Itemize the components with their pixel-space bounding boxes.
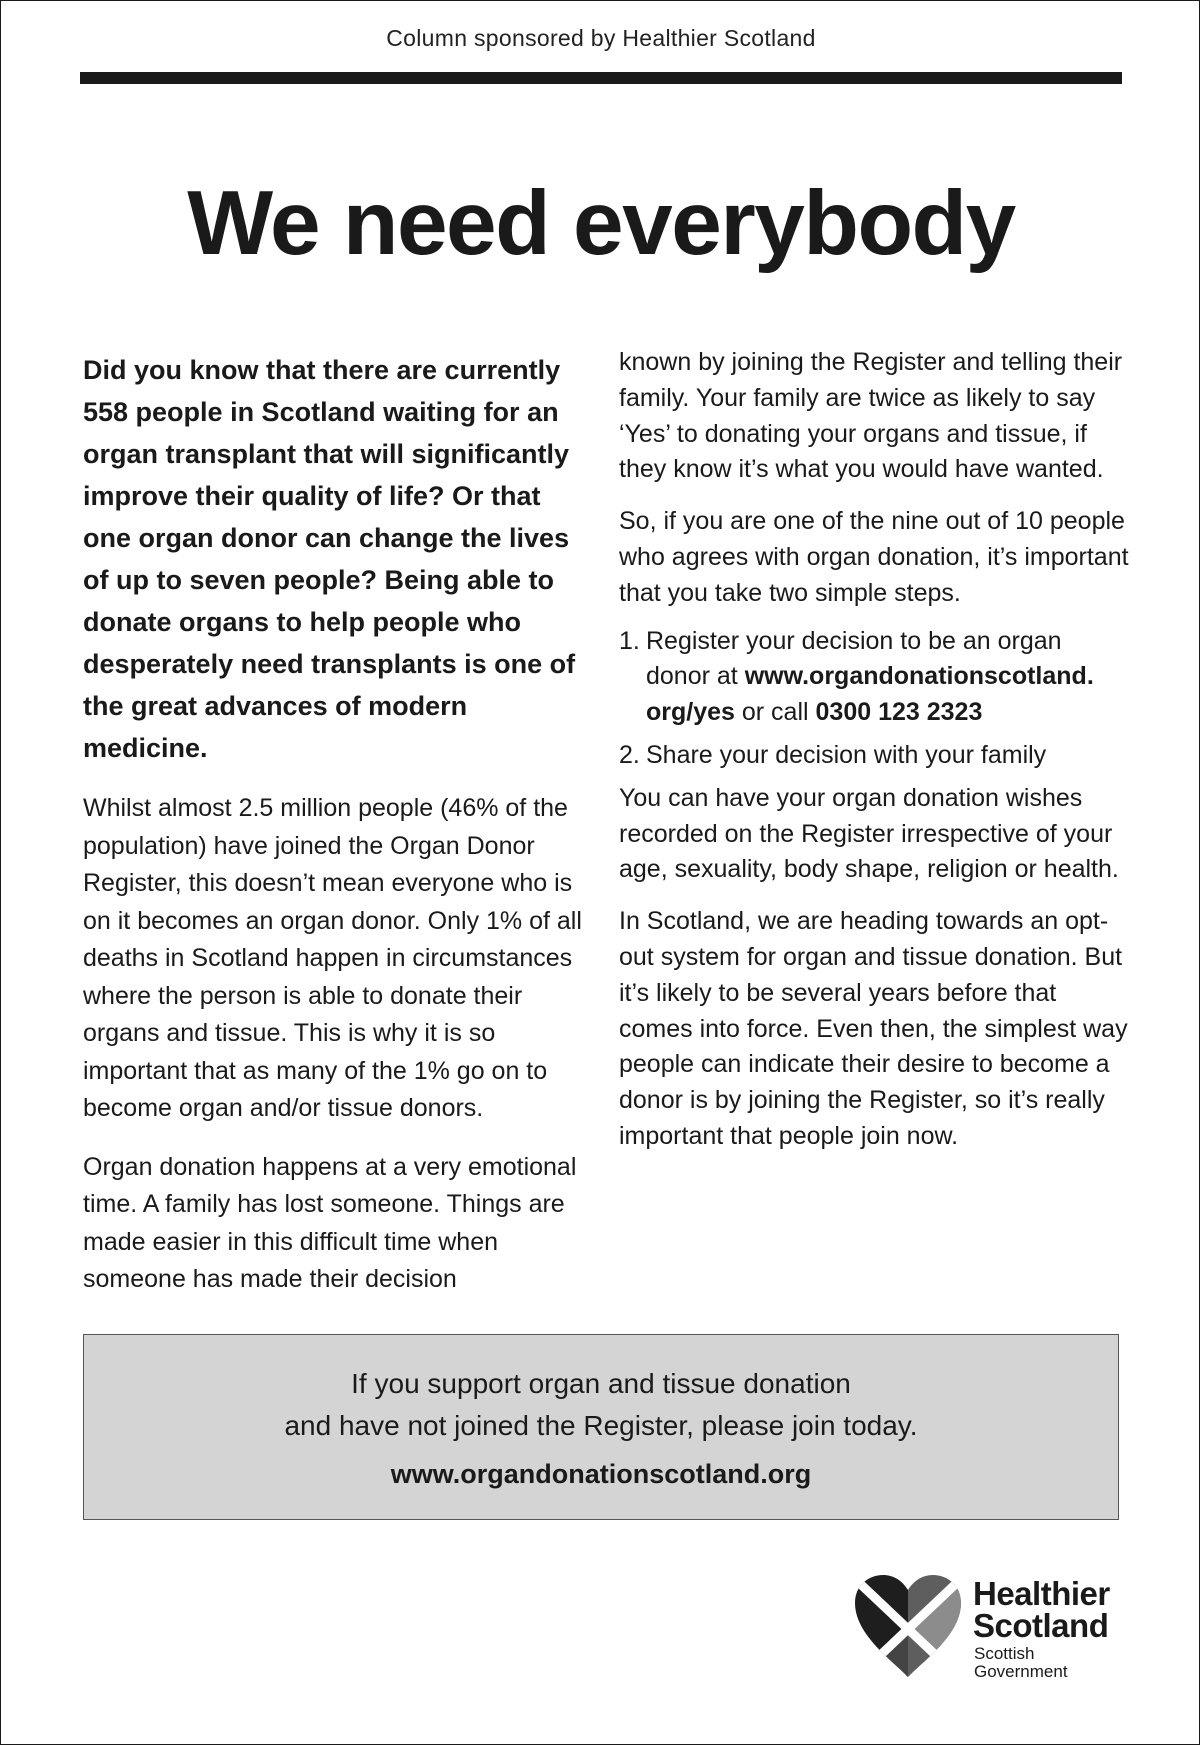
logo-sub-line-1: Scottish <box>974 1644 1035 1663</box>
left-column <box>83 349 593 1299</box>
step-text-middle: or call <box>734 698 816 727</box>
logo-sub-line-2: Government <box>974 1662 1068 1681</box>
step-item-register <box>619 624 1129 731</box>
register-stats-paragraph: Whilst almost 2.5 million people (46% of the population) have joined the Organ Donor Register, this doesn’t mean everyone who is on it becomes an organ donor. Only 1% of all deaths in Scotland happen in circumstances where the person is able to donate their organs and tissue. This is why it is so important that as many of the 1% go on to become organ and/or tissue donors. <box>83 794 582 1122</box>
steps-list <box>619 624 1129 774</box>
callout-line-2: and have not joined the Register, please join today. <box>284 1410 918 1441</box>
callout-url-link[interactable]: www.organdonationscotland.org <box>390 1459 812 1489</box>
right-column <box>619 349 1129 1155</box>
healthier-scotland-logo <box>853 1573 1123 1683</box>
sponsor-line: Column sponsored by Healthier Scotland <box>386 25 816 51</box>
step-item-share <box>619 738 1129 774</box>
header-rule <box>80 72 1122 84</box>
two-steps-paragraph: So, if you are one of the nine out of 10 people who agrees with organ donation, it’s important that you take two simple steps. <box>619 507 1129 607</box>
step-number: 1. <box>619 626 640 655</box>
phone-number: 0300 123 2323 <box>815 698 983 727</box>
step-number: 2. <box>619 740 640 769</box>
step-text-start: Register your decision to be an organ donor at <box>646 626 1062 691</box>
intro-paragraph: Did you know that there are currently 558 people in Scotland waiting for an organ transplant that will significantly improve their quality of life? Or that one organ donor can change the lives of up to seven people? Being able to donate organs to help people who desperately need transplants is one of the great advances of modern medicine. <box>83 355 576 763</box>
inclusivity-paragraph: You can have your organ donation wishes recorded on the Register irrespective of your age, sexuality, body shape, religion or health. <box>619 783 1119 884</box>
logo-brand-line-1: Healthier <box>973 1575 1110 1612</box>
call-to-action-box <box>83 1334 1119 1520</box>
step-text <box>646 624 1129 731</box>
page-title: We need everybody <box>187 173 1015 274</box>
register-url-link[interactable]: www.organdonationscotland. org/yes <box>646 662 1094 727</box>
callout-line-1: If you support organ and tissue donation <box>351 1368 851 1399</box>
saltire-heart-icon <box>853 1573 963 1678</box>
emotional-time-paragraph: Organ donation happens at a very emotional time. A family has lost someone. Things are made easier in this difficult time when someone has made their decision <box>83 1152 577 1293</box>
family-paragraph: known by joining the Register and telling their family. Your family are twice as likely to say ‘Yes’ to donating your organs and tissue, if they know it’s what you would have wanted. <box>619 348 1123 484</box>
logo-brand-line-2: Scotland <box>973 1607 1109 1644</box>
step-text: Share your decision with your family <box>646 740 1047 769</box>
opt-out-paragraph: In Scotland, we are heading towards an opt-out system for organ and tissue donation. But it’s likely to be several years before that comes into force. Even then, the simplest way people can indicate their desire to become a donor is by joining the Register, so it’s really important that people join now. <box>619 907 1128 1150</box>
